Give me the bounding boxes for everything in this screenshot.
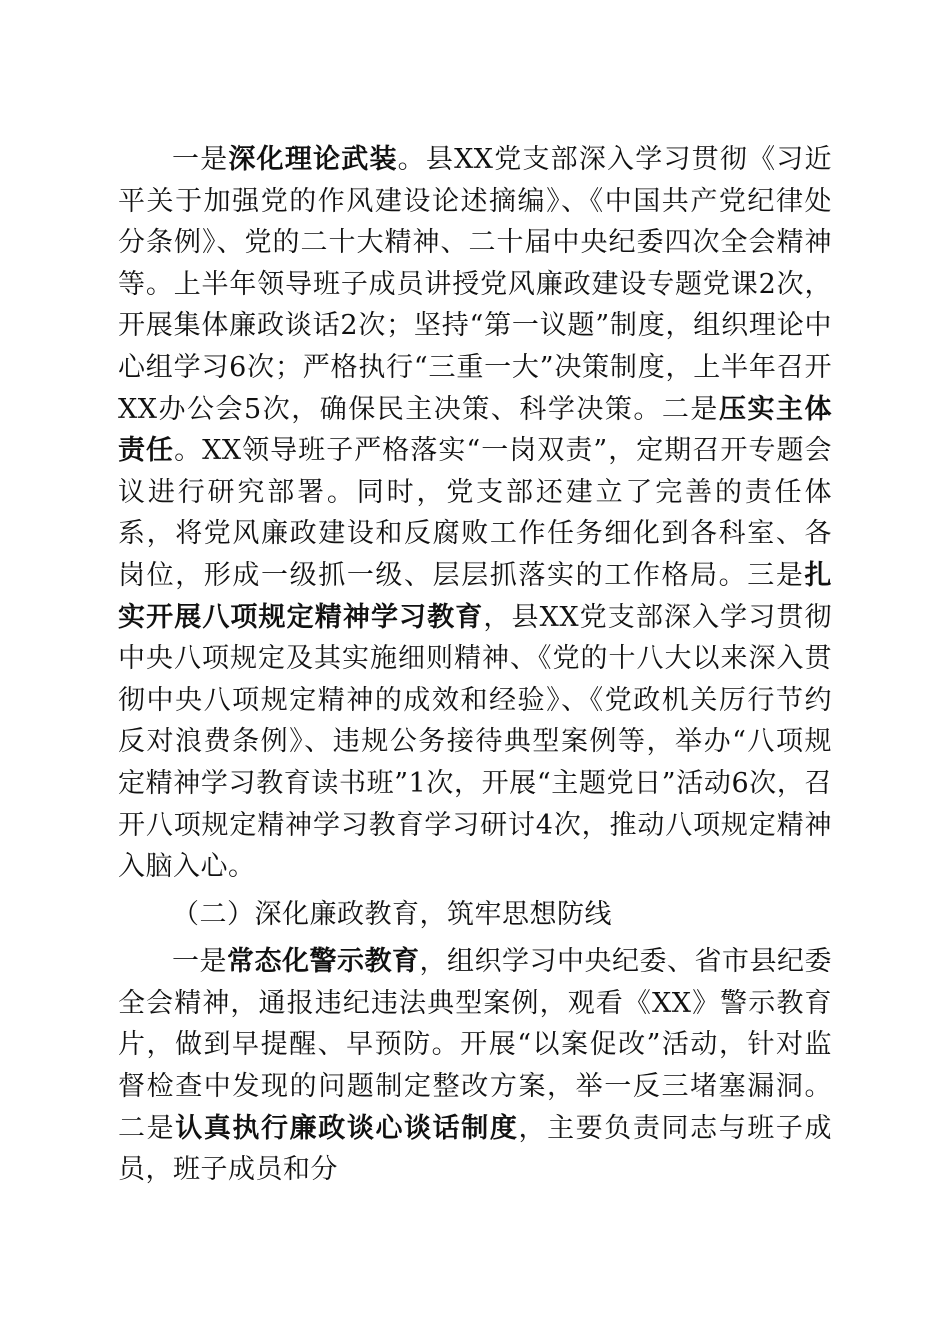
paragraph-theory-armament — [118, 139, 832, 888]
text-run: ，县XX党支部深入学习贯彻中央八项规定及其实施细则精神、《党的十八大以来深入贯彻中央八项规定精神的成效和经验》、《党政机关厉行节约反对浪费条例》、违规公务接待典型案例等，举办“八项规定精神学习教育读书班”1次，开展“主题党日”活动6次，召开八项规定精神学习教育学习研讨4次，推动八项规定精神入脑入心。 — [118, 601, 833, 883]
text-run: ，组织学习中央纪委、省市县纪委全会精神，通报违纪违法典型案例，观看《XX》警示教育片，做到早提醒、早预防。开展“以案促改”活动，针对监督检查中发现的问题制定整改方案，举一反三堵塞漏洞。二是 — [118, 946, 832, 1144]
bold-keyword: 深化理论武装 — [228, 144, 398, 175]
bold-keyword: 扎实开展八项规定精神学习教育 — [118, 559, 832, 633]
text-run: ，主要负责同志与班子成员，班子成员和分 — [118, 1112, 833, 1186]
text-run: 一是 — [172, 144, 229, 175]
text-run: 。XX领导班子严格落实“一岗双责”，定期召开专题会议进行研究部署。同时，党支部还建立了完善的责任体系，将党风廉政建设和反腐败工作任务细化到各科室、各岗位，形成一级抓一级、层层抓落实的工作格局。三是 — [118, 435, 832, 591]
bold-keyword: 压实主体责任 — [118, 393, 832, 467]
text-run: 。县XX党支部深入学习贯彻《习近平关于加强党的作风建设论述摘编》、《中国共产党纪律处分条例》、党的二十大精神、二十届中央纪委四次全会精神等。上半年领导班子成员讲授党风廉政建设专题党课2次，开展集体廉政谈话2次；坚持“第一议题”制度，组织理论中心组学习6次；严格执行“三重一大”决策制度，上半年召开XX办公会5次，确保民主决策、科学决策。二是 — [118, 144, 833, 425]
section-heading: （二）深化廉政教育，筑牢思想防线 — [172, 898, 612, 930]
bold-keyword: 认真执行廉政谈心谈话制度 — [175, 1112, 519, 1144]
paragraph-warning-education — [118, 941, 832, 1191]
text-run: 一是 — [172, 946, 227, 978]
bold-keyword: 常态化警示教育 — [227, 946, 420, 978]
document-body — [118, 139, 832, 1191]
